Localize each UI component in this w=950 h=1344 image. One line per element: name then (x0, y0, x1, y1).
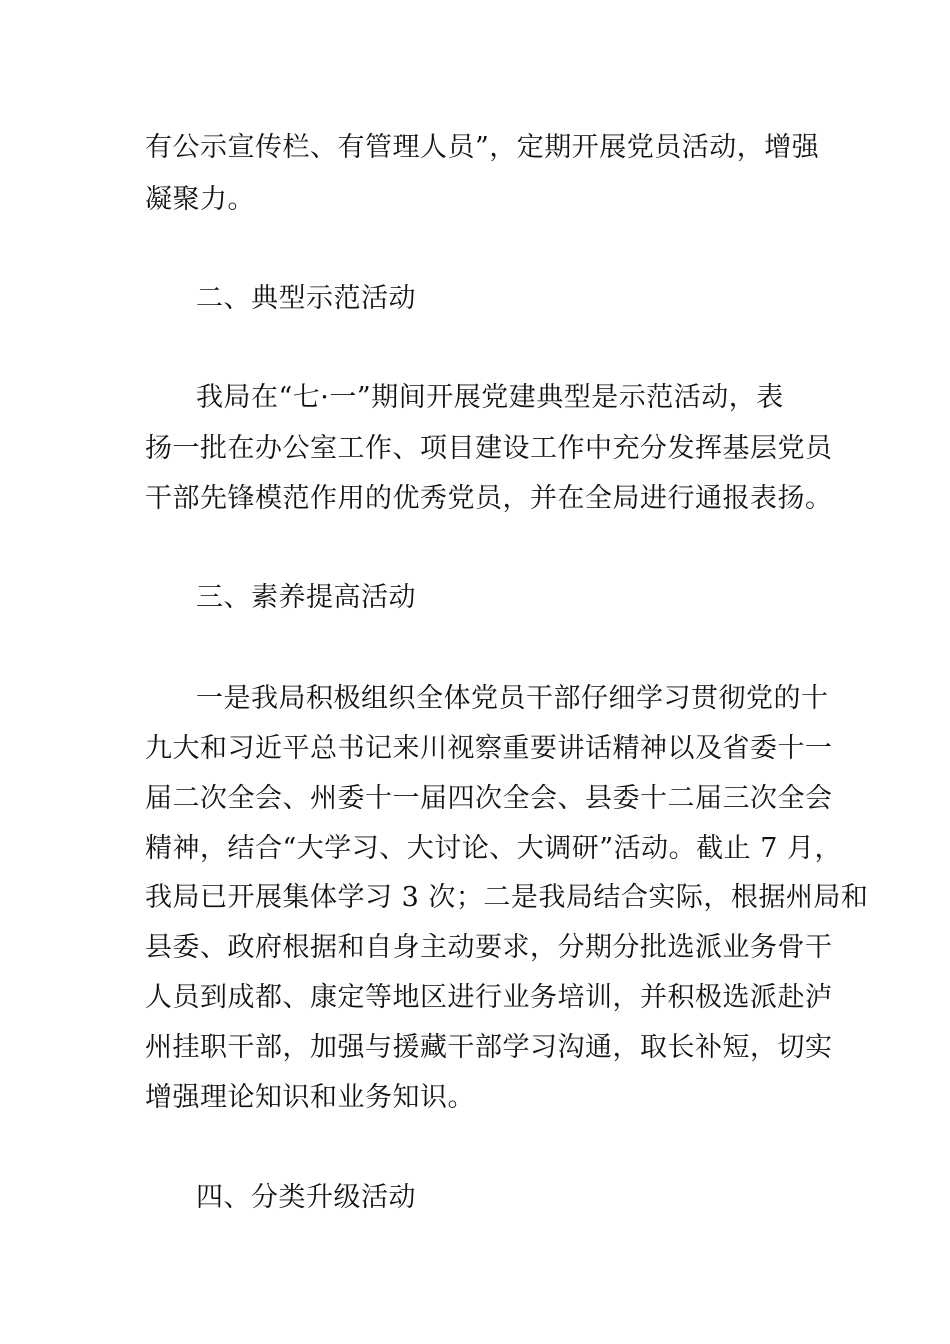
paragraph-line: 精神，结合“大学习、大讨论、大调研”活动。截止 7 月， (145, 833, 842, 864)
paragraph-line: 县委、政府根据和自身主动要求，分期分批选派业务骨干 (145, 932, 833, 963)
section-heading: 四、分类升级活动 (196, 1182, 416, 1213)
paragraph-line: 我局在“七·一”期间开展党建典型是示范活动，表 (196, 382, 784, 413)
section-heading: 三、素养提高活动 (196, 582, 416, 613)
paragraph-line: 我局已开展集体学习 3 次；二是我局结合实际，根据州局和 (145, 882, 869, 913)
paragraph-line: 有公示宣传栏、有管理人员”，定期开展党员活动，增强 (145, 132, 820, 163)
paragraph-line: 扬一批在办公室工作、项目建设工作中充分发挥基层党员 (145, 433, 833, 464)
paragraph-line: 人员到成都、康定等地区进行业务培训，并积极选派赴泸 (145, 982, 833, 1013)
paragraph-line: 凝聚力。 (145, 184, 255, 215)
paragraph-line: 增强理论知识和业务知识。 (145, 1082, 475, 1113)
section-heading: 二、典型示范活动 (196, 283, 416, 314)
paragraph-line: 一是我局积极组织全体党员干部仔细学习贯彻党的十 (196, 683, 829, 714)
paragraph-line: 州挂职干部，加强与援藏干部学习沟通，取长补短，切实 (145, 1032, 833, 1063)
paragraph-line: 届二次全会、州委十一届四次全会、县委十二届三次全会 (145, 783, 833, 814)
paragraph-line: 干部先锋模范作用的优秀党员，并在全局进行通报表扬。 (145, 483, 833, 514)
paragraph-line: 九大和习近平总书记来川视察重要讲话精神以及省委十一 (145, 733, 833, 764)
